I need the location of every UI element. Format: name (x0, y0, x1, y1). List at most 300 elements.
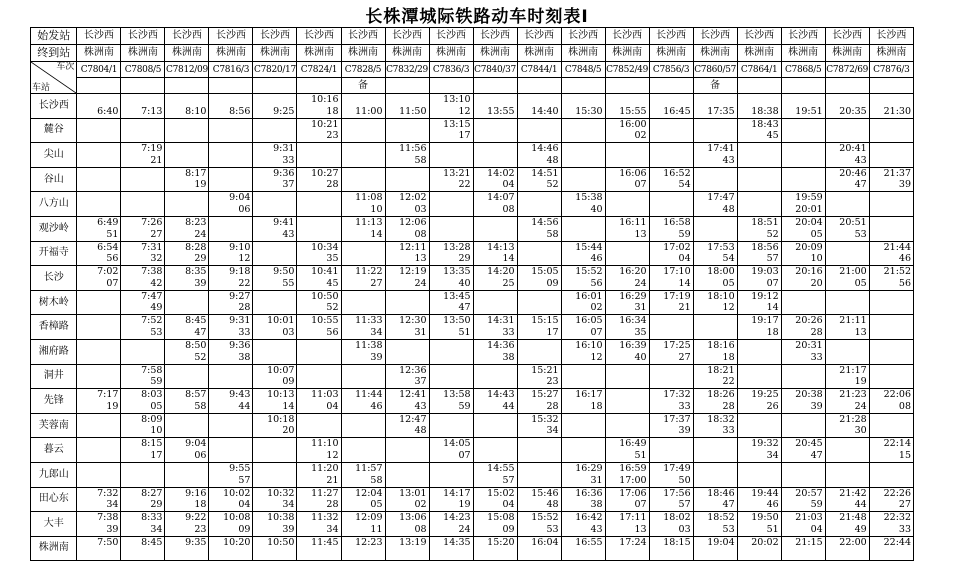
time-cell (121, 462, 165, 487)
station-row (31, 94, 914, 119)
origin-cell: 长沙西 (473, 28, 517, 45)
destination-cell: 株洲南 (253, 45, 297, 62)
arrival-time: 21:48 (839, 512, 867, 524)
arrival-time: 14:23 (443, 512, 471, 524)
time-cell (561, 315, 605, 340)
time-cell (869, 413, 913, 438)
train-number: C7812/09 (165, 62, 209, 78)
time-cell (385, 192, 429, 217)
arrival-time: 6:54 (97, 241, 119, 253)
time-cell (297, 536, 341, 561)
arrival-time: 10:18 (267, 413, 295, 425)
arrival-time: 14:20 (487, 266, 515, 278)
departure-time: 42 (150, 277, 163, 289)
departure-time: 52 (546, 179, 559, 191)
origin-cell: 长沙西 (209, 28, 253, 45)
time-cell (341, 487, 385, 512)
time-cell (561, 167, 605, 192)
time-cell (297, 315, 341, 340)
arrival-time: 16:11 (619, 216, 647, 228)
arrival-time: 18:02 (663, 512, 691, 524)
departure-time: 05 (854, 277, 867, 289)
time-cell (473, 94, 517, 119)
departure-time: 23 (194, 523, 207, 535)
time-cell (429, 339, 473, 364)
time-cell (209, 364, 253, 389)
departure-time: 9:25 (273, 105, 295, 117)
time-cell (385, 487, 429, 512)
arrival-time: 14:05 (443, 438, 471, 450)
station-name: 开福寺 (31, 241, 77, 266)
time-cell (385, 143, 429, 168)
arrival-time: 20:31 (795, 339, 823, 351)
time-cell (429, 266, 473, 291)
station-name: 田心东 (31, 487, 77, 512)
time-cell (253, 216, 297, 241)
time-cell (165, 241, 209, 266)
arrival-time: 7:19 (141, 143, 163, 155)
time-cell (165, 536, 209, 561)
time-cell (385, 94, 429, 119)
departure-time: 51 (458, 326, 471, 338)
time-cell (561, 266, 605, 291)
departure-time: 12 (590, 351, 603, 363)
arrival-time: 15:27 (531, 389, 559, 401)
arrival-time: 11:03 (311, 389, 339, 401)
arrival-time: 16:10 (575, 339, 603, 351)
time-cell (781, 216, 825, 241)
arrival-time: 13:06 (399, 512, 427, 524)
origin-cell: 长沙西 (165, 28, 209, 45)
time-cell (517, 487, 561, 512)
time-cell (121, 118, 165, 143)
departure-time: 43 (590, 523, 603, 535)
time-cell (561, 512, 605, 537)
time-cell (605, 536, 649, 561)
time-cell (297, 143, 341, 168)
train-note (209, 78, 253, 94)
time-cell (605, 167, 649, 192)
arrival-time: 12:30 (399, 315, 427, 327)
note-row (31, 78, 914, 94)
station-name: 长沙西 (31, 94, 77, 119)
time-cell (121, 364, 165, 389)
departure-time: 48 (414, 425, 427, 437)
origin-label: 始发站 (31, 28, 77, 45)
arrival-time: 11:27 (311, 487, 339, 499)
time-cell (473, 364, 517, 389)
time-cell (693, 536, 737, 561)
arrival-time: 21:23 (839, 389, 867, 401)
departure-time: 33 (238, 326, 251, 338)
time-cell (209, 118, 253, 143)
arrival-time: 10:07 (267, 364, 295, 376)
time-cell (869, 315, 913, 340)
origin-cell: 长沙西 (77, 28, 121, 45)
departure-time: 08 (502, 203, 515, 215)
departure-time: 48 (722, 203, 735, 215)
arrival-time: 19:17 (751, 315, 779, 327)
train-number: C7828/5 (341, 62, 385, 78)
departure-time: 04 (678, 253, 691, 265)
station-name: 树木岭 (31, 290, 77, 315)
station-name: 芙蓉南 (31, 413, 77, 438)
arrival-time: 21:00 (839, 266, 867, 278)
train-note (77, 78, 121, 94)
time-cell (429, 167, 473, 192)
time-cell (165, 192, 209, 217)
departure-time: 33 (678, 400, 691, 412)
train-note: 备 (693, 78, 737, 94)
departure-time: 50 (678, 474, 691, 486)
time-cell (561, 241, 605, 266)
destination-cell: 株洲南 (781, 45, 825, 62)
time-cell (473, 413, 517, 438)
time-cell (649, 216, 693, 241)
time-cell (341, 94, 385, 119)
destination-cell: 株洲南 (77, 45, 121, 62)
departure-time: 09 (502, 523, 515, 535)
arrival-time: 11:22 (355, 266, 383, 278)
time-cell (737, 118, 781, 143)
time-cell (561, 192, 605, 217)
departure-time: 24 (194, 228, 207, 240)
departure-time: 14:40 (531, 105, 559, 117)
time-cell (473, 241, 517, 266)
time-cell (605, 512, 649, 537)
time-cell (781, 438, 825, 463)
departure-time: 21 (326, 474, 339, 486)
station-row (31, 389, 914, 414)
departure-time: 26 (766, 400, 779, 412)
time-cell (737, 266, 781, 291)
arrival-time: 10:27 (311, 167, 339, 179)
destination-cell: 株洲南 (869, 45, 913, 62)
time-cell (429, 216, 473, 241)
time-cell (297, 339, 341, 364)
arrival-time: 22:32 (883, 512, 911, 524)
arrival-time: 15:52 (575, 266, 603, 278)
departure-time: 10 (810, 253, 823, 265)
departure-time: 59 (678, 228, 691, 240)
time-cell (253, 438, 297, 463)
arrival-time: 11:38 (355, 339, 383, 351)
time-cell (825, 192, 869, 217)
time-cell (297, 364, 341, 389)
departure-time: 34 (282, 499, 295, 511)
departure-time: 12 (326, 449, 339, 461)
departure-time: 08 (414, 228, 427, 240)
origin-cell: 长沙西 (517, 28, 561, 45)
departure-time: 02 (414, 499, 427, 511)
arrival-time: 14:31 (487, 315, 515, 327)
time-cell (517, 266, 561, 291)
arrival-time: 13:10 (443, 94, 471, 105)
departure-time: 34 (546, 425, 559, 437)
time-cell (429, 290, 473, 315)
time-cell (429, 192, 473, 217)
departure-time: 58 (414, 154, 427, 166)
train-number: C7840/37 (473, 62, 517, 78)
time-cell (693, 512, 737, 537)
time-cell (517, 462, 561, 487)
departure-time: 51 (106, 228, 119, 240)
time-cell (77, 389, 121, 414)
time-cell (517, 94, 561, 119)
departure-time: 43 (414, 400, 427, 412)
time-cell (825, 413, 869, 438)
time-cell (121, 192, 165, 217)
arrival-time: 9:36 (229, 339, 251, 351)
destination-cell: 株洲南 (121, 45, 165, 62)
time-cell (517, 536, 561, 561)
departure-time: 33 (810, 351, 823, 363)
arrival-time: 17:11 (619, 512, 647, 524)
arrival-time: 8:35 (185, 266, 207, 278)
station-row (31, 438, 914, 463)
time-cell (825, 143, 869, 168)
time-cell (737, 438, 781, 463)
station-row (31, 413, 914, 438)
arrival-time: 7:38 (97, 512, 119, 524)
departure-time: 18 (590, 400, 603, 412)
arrival-time: 9:18 (229, 266, 251, 278)
arrival-time: 22:14 (883, 438, 911, 450)
departure-time: 31 (414, 326, 427, 338)
departure-time: 29 (194, 253, 207, 265)
arrival-time: 15:38 (575, 192, 603, 204)
time-cell (77, 118, 121, 143)
time-cell (165, 487, 209, 512)
departure-time: 18:38 (751, 105, 779, 117)
departure-time: 10 (150, 425, 163, 437)
time-cell (649, 143, 693, 168)
arrival-time: 16:52 (663, 167, 691, 179)
departure-time: 20 (282, 425, 295, 437)
train-note (121, 78, 165, 94)
time-cell (605, 487, 649, 512)
time-cell (473, 389, 517, 414)
time-cell (693, 413, 737, 438)
time-cell (385, 216, 429, 241)
time-cell (77, 536, 121, 561)
train-note (429, 78, 473, 94)
train-number-row (31, 62, 914, 78)
time-cell (165, 389, 209, 414)
time-cell (253, 266, 297, 291)
origin-cell: 长沙西 (561, 28, 605, 45)
arrival-time: 15:20 (487, 536, 515, 548)
arrival-time: 17:49 (663, 462, 691, 474)
arrival-time: 16:00 (619, 118, 647, 130)
destination-cell: 株洲南 (693, 45, 737, 62)
arrival-time: 16:42 (575, 512, 603, 524)
departure-time: 24 (414, 277, 427, 289)
departure-time: 04 (502, 499, 515, 511)
departure-time: 05 (370, 499, 383, 511)
arrival-time: 18:43 (751, 118, 779, 130)
time-cell (253, 339, 297, 364)
departure-time: 37 (414, 376, 427, 388)
time-cell (737, 413, 781, 438)
time-cell (869, 143, 913, 168)
time-cell (209, 487, 253, 512)
departure-time: 12 (238, 253, 251, 265)
departure-time: 05 (150, 400, 163, 412)
time-cell (693, 487, 737, 512)
departure-time: 07 (766, 277, 779, 289)
time-cell (209, 266, 253, 291)
train-note (165, 78, 209, 94)
arrival-time: 8:17 (185, 167, 207, 179)
time-cell (341, 413, 385, 438)
departure-time: 40 (458, 277, 471, 289)
arrival-time: 21:44 (883, 241, 911, 253)
departure-time: 56 (898, 277, 911, 289)
departure-time: 54 (722, 253, 735, 265)
departure-time: 22 (238, 277, 251, 289)
arrival-time: 19:59 (795, 192, 823, 204)
departure-time: 39 (370, 351, 383, 363)
arrival-time: 7:32 (97, 487, 119, 499)
departure-time: 39 (282, 523, 295, 535)
time-cell (297, 512, 341, 537)
destination-cell: 株洲南 (341, 45, 385, 62)
time-cell (341, 536, 385, 561)
time-cell (165, 167, 209, 192)
train-note (253, 78, 297, 94)
time-cell (693, 94, 737, 119)
time-cell (869, 512, 913, 537)
departure-time: 31 (634, 302, 647, 314)
departure-time: 35 (326, 253, 339, 265)
arrival-time: 17:19 (663, 290, 691, 302)
arrival-time: 17:10 (663, 266, 691, 278)
time-cell (781, 536, 825, 561)
time-cell (781, 118, 825, 143)
arrival-time: 15:44 (575, 241, 603, 253)
time-cell (121, 413, 165, 438)
time-cell (869, 266, 913, 291)
time-cell (473, 143, 517, 168)
departure-time: 57 (678, 499, 691, 511)
arrival-time: 9:43 (229, 389, 251, 401)
departure-time: 24 (854, 400, 867, 412)
destination-cell: 株洲南 (165, 45, 209, 62)
destination-cell: 株洲南 (649, 45, 693, 62)
time-cell (297, 192, 341, 217)
departure-time: 46 (370, 400, 383, 412)
arrival-time: 16:17 (575, 389, 603, 401)
arrival-time: 11:10 (311, 438, 339, 450)
departure-time: 27 (678, 351, 691, 363)
arrival-time: 13:35 (443, 266, 471, 278)
departure-time: 31 (590, 474, 603, 486)
time-cell (209, 167, 253, 192)
time-cell (869, 290, 913, 315)
time-cell (121, 266, 165, 291)
departure-time: 27 (150, 228, 163, 240)
time-cell (473, 192, 517, 217)
arrival-time: 18:16 (707, 339, 735, 351)
departure-time: 52 (194, 351, 207, 363)
station-row (31, 462, 914, 487)
time-cell (649, 192, 693, 217)
arrival-time: 20:41 (839, 143, 867, 155)
destination-cell: 株洲南 (429, 45, 473, 62)
time-cell (429, 389, 473, 414)
time-cell (385, 462, 429, 487)
departure-time: 51 (766, 523, 779, 535)
time-cell (825, 167, 869, 192)
departure-time: 10 (370, 203, 383, 215)
time-cell (781, 487, 825, 512)
departure-time: 12 (722, 302, 735, 314)
arrival-time: 16:34 (619, 315, 647, 327)
time-cell (165, 462, 209, 487)
arrival-time: 11:45 (311, 536, 339, 548)
time-cell (649, 167, 693, 192)
time-cell (517, 192, 561, 217)
time-cell (473, 536, 517, 561)
train-number: C7872/69 (825, 62, 869, 78)
time-cell (781, 143, 825, 168)
time-cell (693, 266, 737, 291)
arrival-time: 7:52 (141, 315, 163, 327)
arrival-time: 15:21 (531, 364, 559, 376)
station-row (31, 512, 914, 537)
time-cell (341, 143, 385, 168)
arrival-time: 19:03 (751, 266, 779, 278)
departure-time: 19:51 (795, 105, 823, 117)
time-cell (693, 462, 737, 487)
station-row (31, 315, 914, 340)
arrival-time: 8:09 (141, 413, 163, 425)
time-cell (825, 536, 869, 561)
destination-cell: 株洲南 (825, 45, 869, 62)
departure-time: 29 (150, 499, 163, 511)
departure-time: 02 (590, 302, 603, 314)
station-row (31, 167, 914, 192)
time-cell (77, 167, 121, 192)
arrival-time: 11:56 (399, 143, 427, 155)
departure-time: 03 (678, 523, 691, 535)
time-cell (517, 290, 561, 315)
arrival-time: 7:50 (97, 536, 119, 548)
train-number: C7844/1 (517, 62, 561, 78)
departure-time: 8:56 (229, 105, 251, 117)
time-cell (517, 216, 561, 241)
time-cell (517, 364, 561, 389)
departure-time: 59 (458, 400, 471, 412)
arrival-time: 21:52 (883, 266, 911, 278)
departure-time: 46 (898, 253, 911, 265)
arrival-time: 15:08 (487, 512, 515, 524)
time-cell (385, 118, 429, 143)
arrival-time: 19:44 (751, 487, 779, 499)
time-cell (561, 462, 605, 487)
time-cell (297, 118, 341, 143)
time-cell (341, 438, 385, 463)
time-cell (77, 512, 121, 537)
station-row (31, 192, 914, 217)
arrival-time: 7:58 (141, 364, 163, 376)
time-cell (649, 339, 693, 364)
arrival-time: 19:12 (751, 290, 779, 302)
time-cell (561, 389, 605, 414)
time-cell (737, 241, 781, 266)
time-cell (737, 290, 781, 315)
